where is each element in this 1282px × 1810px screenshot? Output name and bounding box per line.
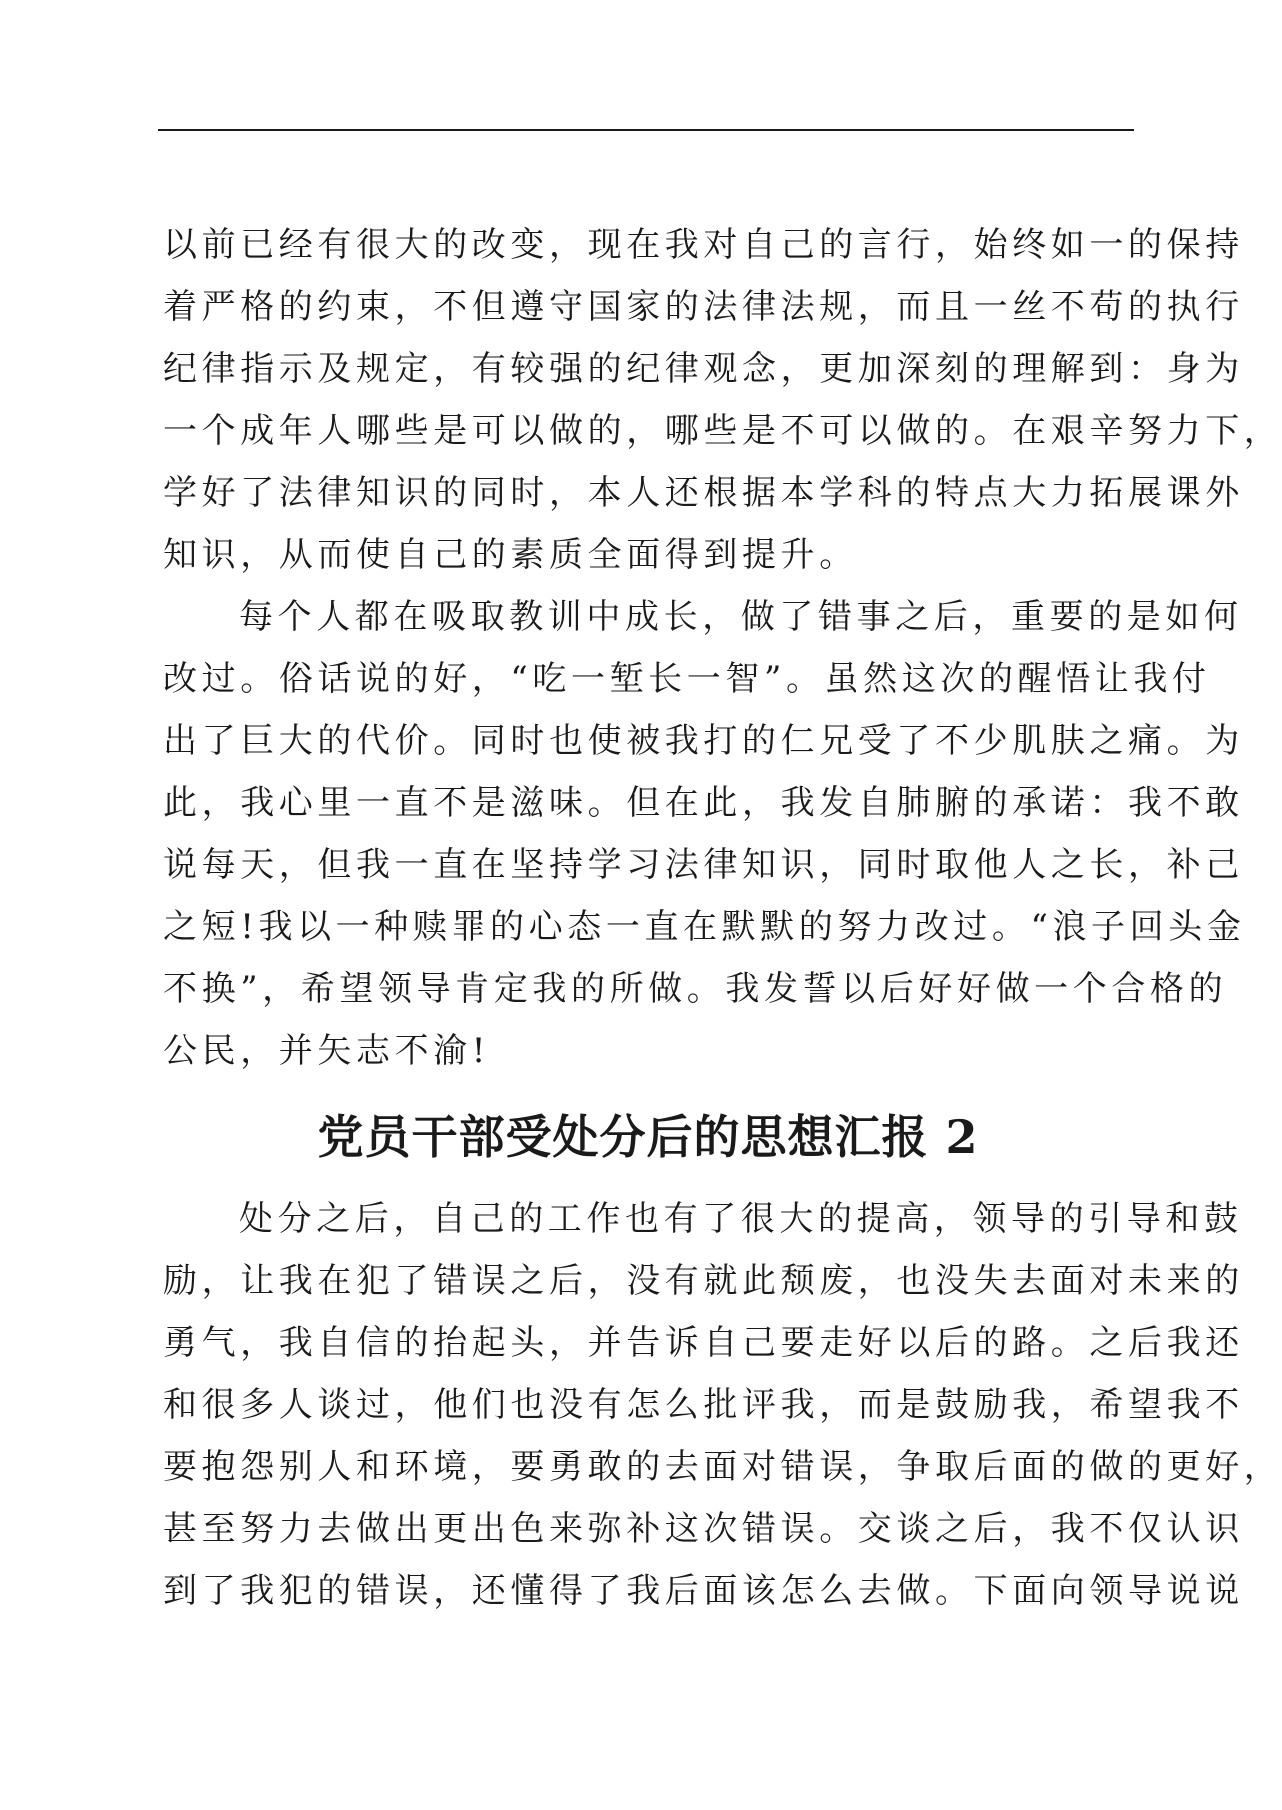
text-line: 着严格的约束，不但遵守国家的法律法规，而且一丝不苟的执行 xyxy=(163,287,1244,327)
text-line: 一个成年人哪些是可以做的，哪些是不可以做的。在艰辛努力下， xyxy=(163,411,1282,451)
paragraph-2 xyxy=(163,586,1246,1082)
text-line: 甚至努力去做出更出色来弥补这次错误。交谈之后，我不仅认识 xyxy=(163,1509,1244,1549)
header-rule xyxy=(158,129,1134,131)
text-line: 勇气，我自信的抬起头，并告诉自己要走好以后的路。之后我还 xyxy=(163,1323,1244,1363)
text-line: 处分之后，自己的工作也有了很大的提高，领导的引导和鼓 xyxy=(239,1199,1243,1239)
text-line: 改过。俗话说的好，“吃一堑长一智”。虽然这次的醒悟让我付 xyxy=(163,659,1211,699)
text-line: 到了我犯的错误，还懂得了我后面该怎么去做。下面向领导说说 xyxy=(163,1571,1244,1611)
text-line: 出了巨大的代价。同时也使被我打的仁兄受了不少肌肤之痛。为 xyxy=(163,721,1244,761)
paragraph-1 xyxy=(163,214,1282,586)
document-body xyxy=(163,214,1282,1622)
text-line: 公民，并矢志不渝! xyxy=(163,1031,491,1071)
text-line: 每个人都在吸取教训中成长，做了错事之后，重要的是如何 xyxy=(239,597,1243,637)
text-line: 和很多人谈过，他们也没有怎么批评我，而是鼓励我，希望我不 xyxy=(163,1385,1244,1425)
text-line: 纪律指示及规定，有较强的纪律观念，更加深刻的理解到：身为 xyxy=(163,349,1244,389)
text-line: 此，我心里一直不是滋味。但在此，我发自肺腑的承诺：我不敢 xyxy=(163,783,1244,823)
text-line: 之短!我以一种赎罪的心态一直在默默的努力改过。“浪子回头金 xyxy=(163,907,1246,947)
section-title: 党员干部受处分后的思想汇报 2 xyxy=(317,1110,979,1164)
text-line: 学好了法律知识的同时，本人还根据本学科的特点大力拓展课外 xyxy=(163,473,1244,513)
text-line: 以前已经有很大的改变，现在我对自己的言行，始终如一的保持 xyxy=(163,225,1244,265)
text-line: 说每天，但我一直在坚持学习法律知识，同时取他人之长，补己 xyxy=(163,845,1244,885)
text-line: 要抱怨别人和环境，要勇敢的去面对错误，争取后面的做的更好， xyxy=(163,1447,1282,1487)
text-line: 知识，从而使自己的素质全面得到提升。 xyxy=(163,535,858,575)
text-line: 不换”，希望领导肯定我的所做。我发誓以后好好做一个合格的 xyxy=(163,969,1228,1009)
paragraph-3 xyxy=(163,1188,1282,1622)
text-line: 励，让我在犯了错误之后，没有就此颓废，也没失去面对未来的 xyxy=(163,1261,1244,1301)
